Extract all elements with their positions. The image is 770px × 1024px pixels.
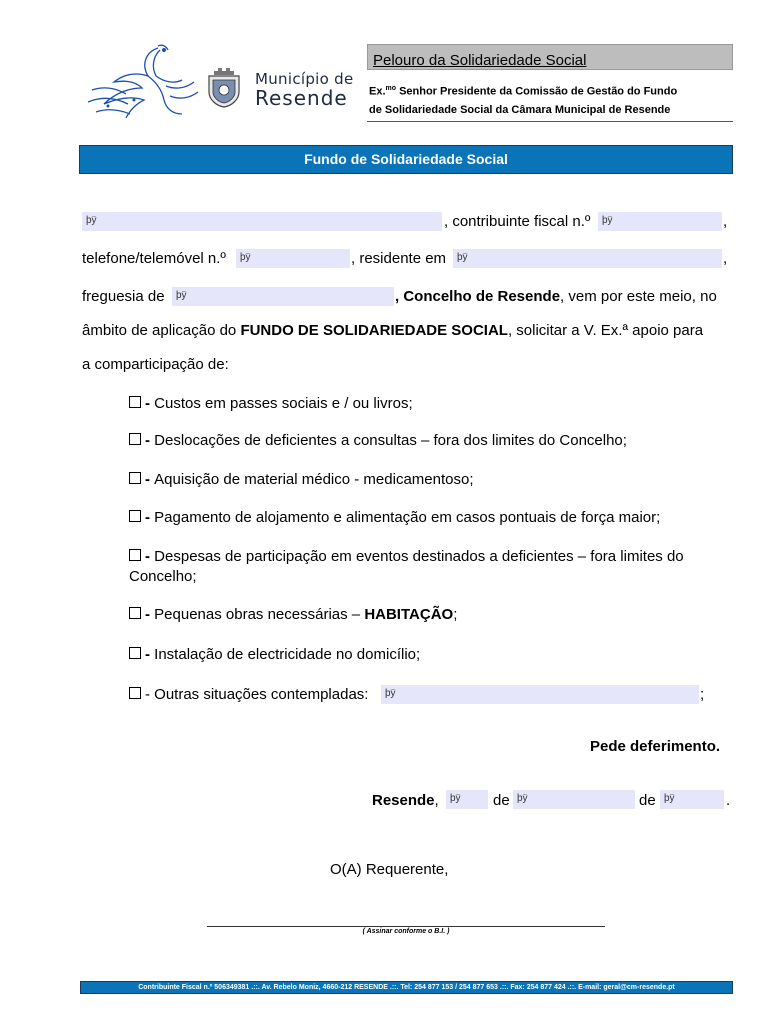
checkbox-material[interactable] [129,472,141,484]
nif-input[interactable]: þÿ [598,212,722,231]
addressee-line-2: de Solidariedade Social da Câmara Municipal de Resende [369,104,671,116]
de-2: de [639,792,656,809]
ambito-bold: FUNDO DE SOLIDARIEDADE SOCIAL [240,322,508,339]
municipal-crest-icon [205,66,243,108]
footer-bar: Contribuinte Fiscal n.º 506349381 .::. Av. Rebelo Moniz, 4660-212 RESENDE .::. Tel: 254 877 153 / 254 877 653 .::. Fax: 254 877 424 .::. E-mail: geral@cm-resende.pt [80,981,733,994]
day-input[interactable]: þÿ [446,790,488,809]
resende-date-label [372,792,439,809]
option-passes-label: Custos em passes sociais e / ou livros; [154,395,413,412]
addressee-sup: mo [385,85,397,92]
comma-1: , [723,213,728,230]
option-alojamento-label: Pagamento de alojamento e alimentação em casos pontuais de força maior; [154,509,661,526]
option-electricidade-label: Instalação de electricidade no domicílio; [154,646,421,663]
concelho-bold: , Concelho de Resende [395,288,561,305]
bird-emblem-icon [86,42,204,120]
comma-2: , [723,250,728,267]
option-material-label: Aquisição de material médico - medicamentoso; [154,471,474,488]
comparticipacao-text: a comparticipação de: [82,356,229,373]
pelouro-title: Pelouro da Solidariedade Social [373,52,587,69]
resende-comma: , [434,792,439,809]
contribuinte-label: , contribuinte fiscal n.º [444,213,591,230]
date-period: . [726,792,731,809]
addressee-line-1 [369,85,677,98]
municipality-town: Resende [255,86,348,110]
checkbox-habitacao[interactable] [129,607,141,619]
ambito-text [82,322,703,339]
option-alojamento: - Pagamento de alojamento e alimentação em casos pontuais de força maior; [129,509,660,526]
option-material: - Aquisição de material médico - medicamentoso; [129,471,474,488]
de-1: de [493,792,510,809]
phone-input[interactable]: þÿ [236,249,350,268]
pede-deferimento: Pede deferimento. [590,738,721,755]
option-deslocacoes-label: Deslocações de deficientes a consultas – fora dos limites do Concelho; [154,432,627,449]
pelouro-box [367,44,733,70]
option-habitacao-end: ; [453,606,458,623]
checkbox-outras[interactable] [129,687,141,699]
name-input[interactable]: þÿ [82,212,442,231]
signature-note: ( Assinar conforme o B.I. ) [362,928,450,935]
requerente-label: O(A) Requerente, [330,861,449,878]
option-habitacao: - Pequenas obras necessárias – HABITAÇÃO; [129,606,457,623]
resende-bold: Resende [372,792,435,809]
addressee-prefix: Ex. [369,85,386,98]
signature-line [207,926,605,927]
checkbox-eventos[interactable] [129,549,141,561]
option-habitacao-label: Pequenas obras necessárias – [154,606,365,623]
option-eventos-label: Despesas de participação em eventos destinados a deficientes – fora limites do [154,548,684,565]
addressee-rest: Senhor Presidente da Comissão de Gestão do Fundo [396,85,678,98]
outras-input[interactable]: þÿ [381,685,699,704]
concelho-text [395,288,717,305]
option-passes: - Custos em passes sociais e / ou livros; [129,395,413,412]
header-divider [367,121,733,122]
option-habitacao-bold: HABITAÇÃO [364,606,454,623]
municipality-name: Município de [255,70,354,88]
concelho-rest: , vem por este meio, no [560,288,717,305]
form-title: Fundo de Solidariedade Social [79,145,733,174]
telefone-label: telefone/telemóvel n.º [82,250,226,267]
checkbox-alojamento[interactable] [129,510,141,522]
ambito-end: , solicitar a V. Ex.ª apoio para [507,322,704,339]
option-outras: - Outras situações contempladas: [129,686,368,703]
option-eventos-line2: Concelho; [129,568,197,585]
option-deslocacoes: - Deslocações de deficientes a consultas – fora dos limites do Concelho; [129,432,627,449]
year-input[interactable]: þÿ [660,790,724,809]
freguesia-label: freguesia de [82,288,165,305]
checkbox-deslocacoes[interactable] [129,433,141,445]
address-input[interactable]: þÿ [453,249,722,268]
option-outras-label: Outras situações contempladas: [154,686,369,703]
month-input[interactable]: þÿ [513,790,635,809]
option-electricidade: - Instalação de electricidade no domicílio; [129,646,420,663]
outras-end: ; [700,686,705,703]
freguesia-input[interactable]: þÿ [172,287,394,306]
checkbox-electricidade[interactable] [129,647,141,659]
ambito-start: âmbito de aplicação do [82,322,241,339]
checkbox-passes[interactable] [129,396,141,408]
residente-label: , residente em [351,250,447,267]
option-eventos: - Despesas de participação em eventos destinados a deficientes – fora limites do [129,548,684,565]
